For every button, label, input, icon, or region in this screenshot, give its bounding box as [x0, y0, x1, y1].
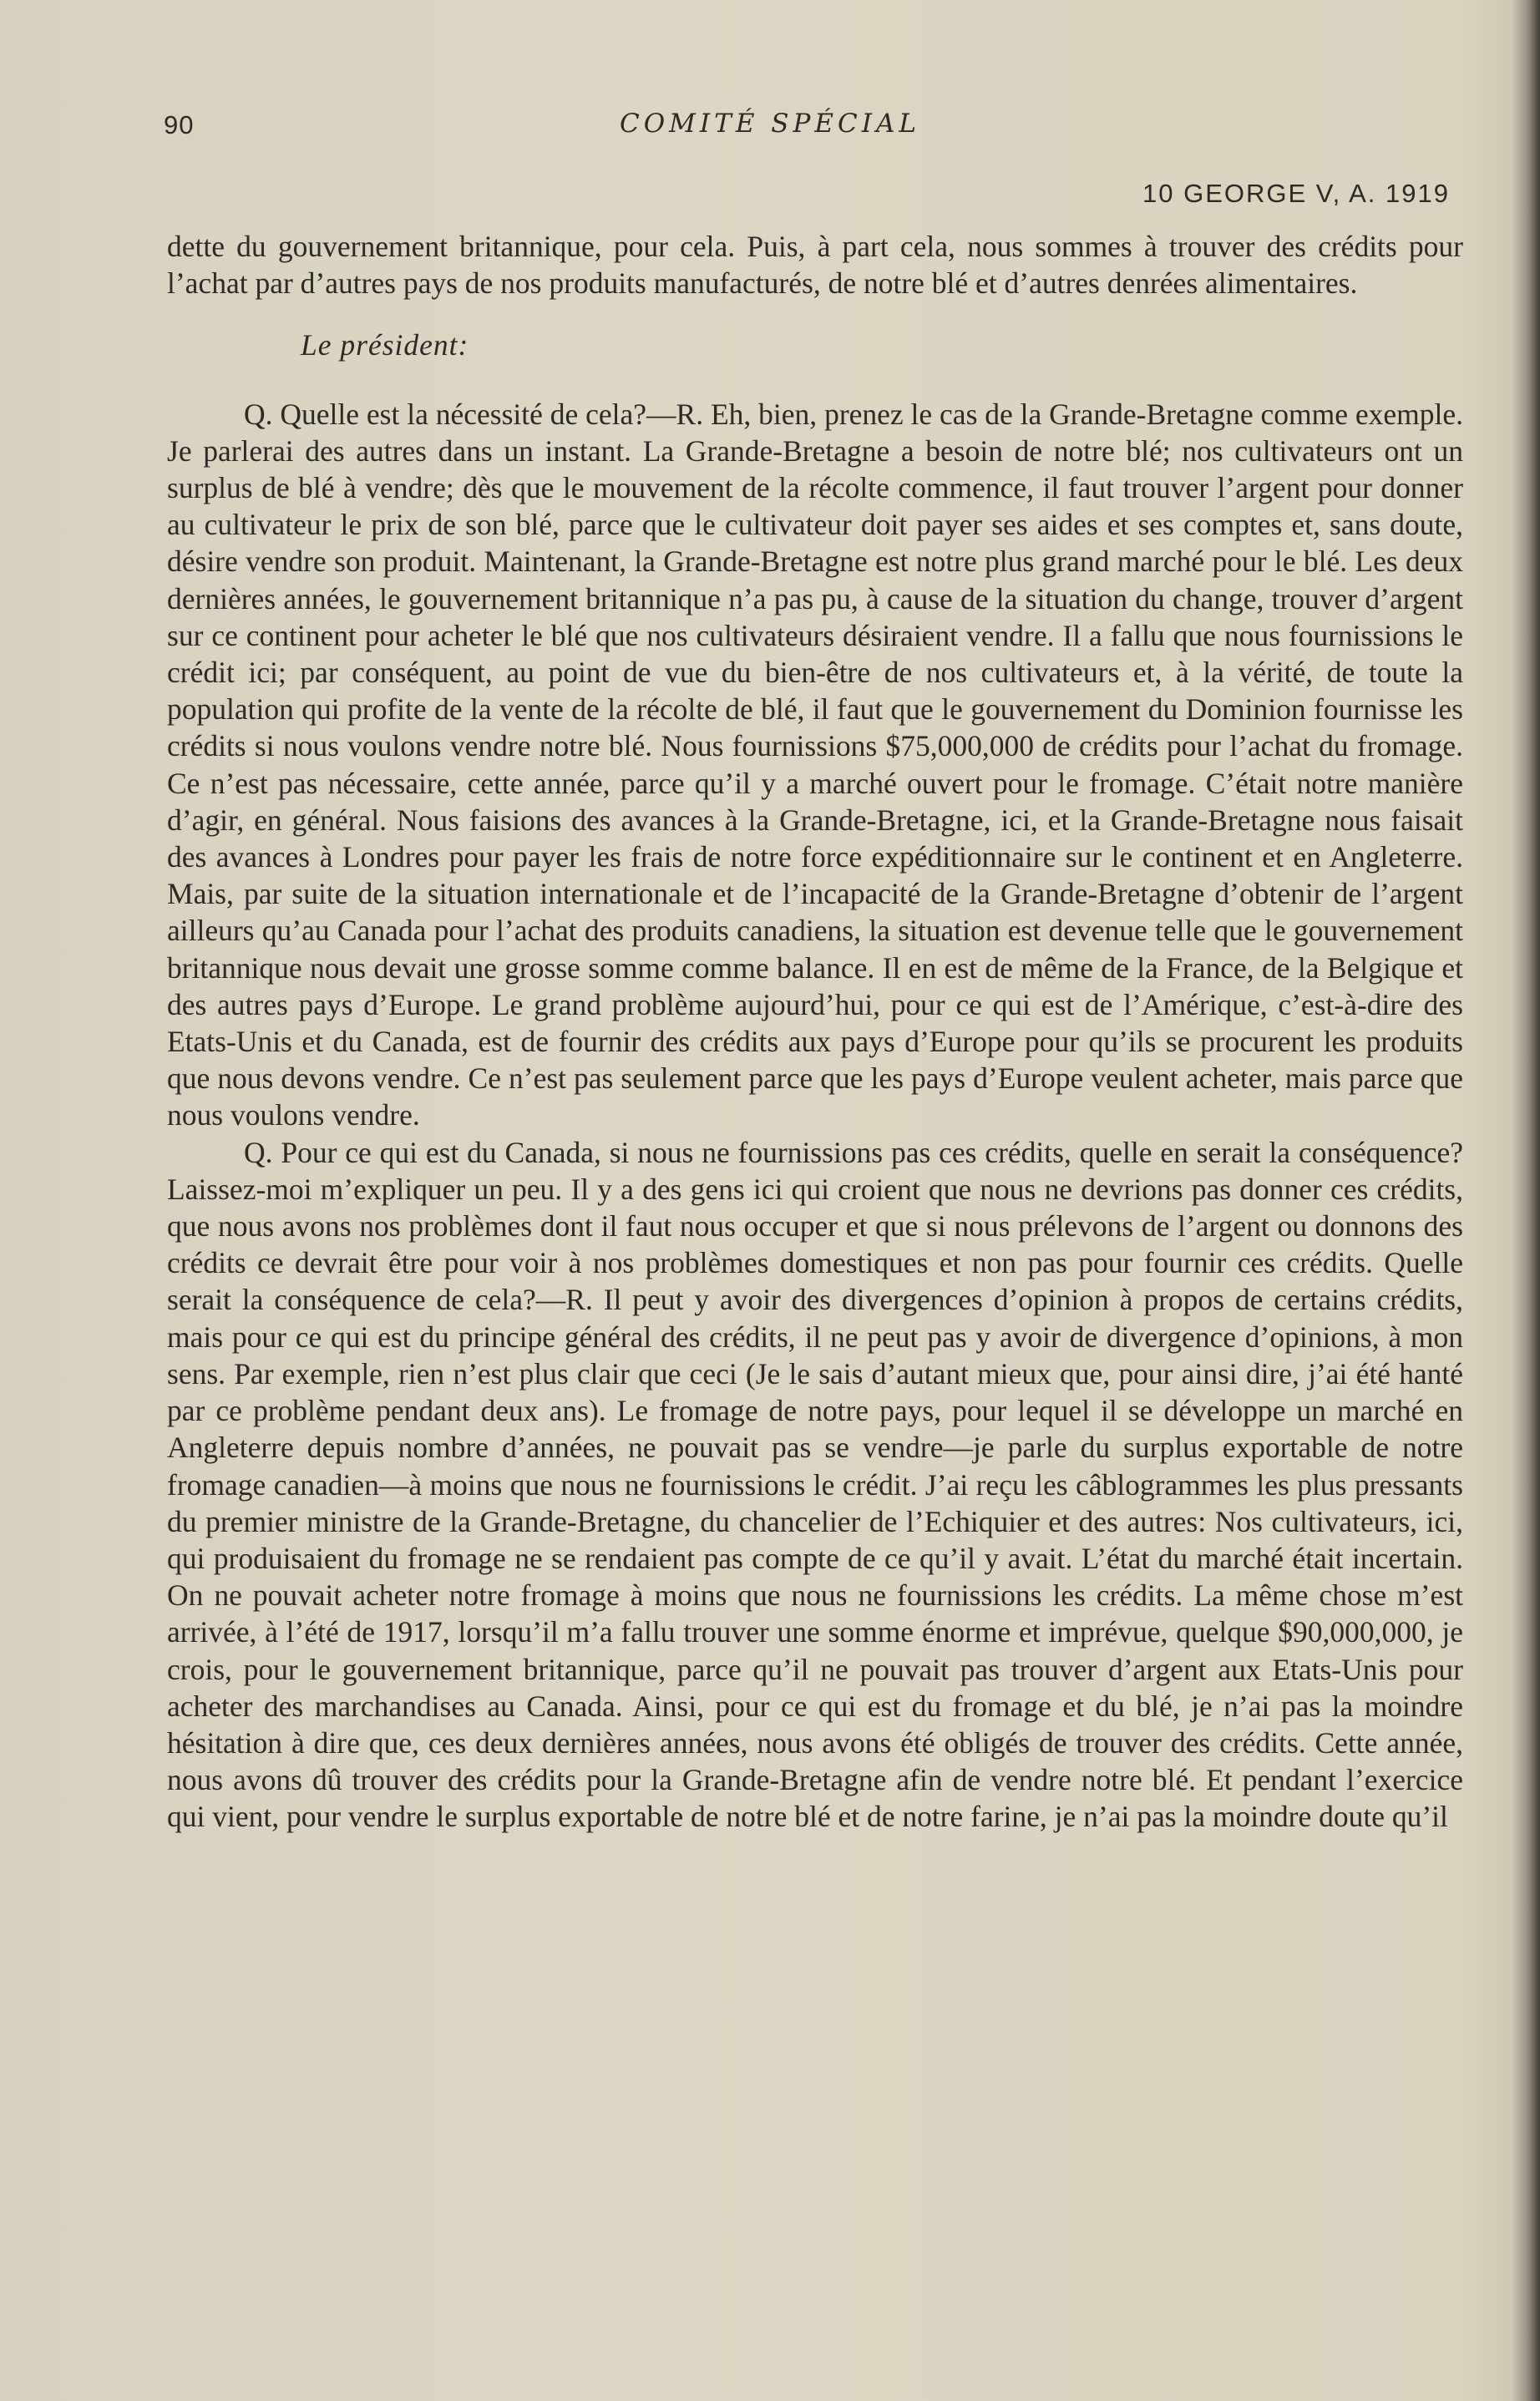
paragraph-1: Q. Quelle est la nécessité de cela?—R. Eh, bien, prenez le cas de la Grande-Bretagne comme exemple. Je parlerai des autres dans un instant. La Grande-Bretagne a besoin de notre blé; nos cultivateurs ont un surplus de blé à vendre; dès que le mouvement de la récolte commence, il faut trouver l’argent pour donner au cultivateur le prix de son blé, parce que le cultivateur doit payer ses aides et ses comptes et, sans doute, désire vendre son produit. Maintenant, la Grande-Bretagne est notre plus grand marché pour le blé. Les deux dernières années, le gouvernement britannique n’a pas pu, à cause de la situation du change, trouver d’argent sur ce continent pour acheter le blé que nos cultivateurs désiraient vendre. Il a fallu que nous fournissions le crédit ici; par conséquent, au point de vue du bien-être de nos cultivateurs et, à la vérité, de toute la population qui profite de la vente de la récolte de blé, il faut que le gouvernement du Dominion fournisse les crédits si nous voulons vendre notre blé. Nous fournissions $75,000,000 de crédits pour l’achat du fromage. Ce n’est pas nécessaire, cette année, parce qu’il y a marché ouvert pour le fromage. C’était notre manière d’agir, en général. Nous faisions des avances à la Grande-Bretagne, ici, et la Grande-Bretagne nous faisait des avances à Londres pour payer les frais de notre force expéditionnaire sur le continent et en Angleterre. Mais, par suite de la situation internationale et de l’incapacité de la Grande-Bretagne d’obtenir de l’argent ailleurs qu’au Canada pour l’achat des produits canadiens, la situation est devenue telle que le gouvernement britannique nous devait une grosse somme comme balance. Il en est de même de la France, de la Belgique et des autres pays d’Europe. Le grand problème aujourd’hui, pour ce qui est de l’Amérique, c’est-à-dire des Etats-Unis et du Canada, est de fournir des crédits aux pays d’Europe pour qu’ils se procurent les produits que nous devons vendre. Ce n’est pas seulement parce que les pays d’Europe veulent acheter, mais parce que nous voulons vendre.	[167, 397, 1463, 1132]
paragraph-2: Q. Pour ce qui est du Canada, si nous ne fournissions pas ces crédits, quelle en serait la conséquence? Laissez-moi m’expliquer un peu. Il y a des gens ici qui croient que nous ne devrions pas donner ces crédits, que nous avons nos problèmes dont il faut nous occuper et que si nous prélevons de l’argent ou donnons des crédits ce devrait être pour voir à nos problèmes domestiques et non pas pour fournir ces crédits. Quelle serait la conséquence de cela?—R. Il peut y avoir des divergences d’opinion à propos de certains crédits, mais pour ce qui est du principe général des crédits, il ne peut pas y avoir de divergence d’opinions, à mon sens. Par exemple, rien n’est plus clair que ceci (Je le sais d’autant mieux que, pour ainsi dire, j’ai été hanté par ce problème pendant deux ans). Le fromage de notre pays, pour lequel il se développe un marché en Angleterre depuis nombre d’années, ne pouvait pas se vendre—je parle du surplus exportable de notre fromage canadien—à moins que nous ne fournissions le crédit. J’ai reçu les câblogrammes les plus pressants du premier ministre de la Grande-Bretagne, du chancelier de l’Echiquier et des autres: Nos cultivateurs, ici, qui produisaient du fromage ne se rendaient pas compte de ce qu’il y avait. L’état du marché était incertain. On ne pouvait acheter notre fromage à moins que nous ne fournissions les crédits. La même chose m’est arrivée, à l’été de 1917, lorsqu’il m’a fallu trouver une somme énorme et imprévue, quelque $90,000,000, je crois, pour le gouvernement britannique, parce qu’il ne pouvait pas trouver d’argent aux Etats-Unis pour acheter des marchandises au Canada. Ainsi, pour ce qui est du fromage et du blé, je n’ai pas la moindre hésitation à dire que, ces deux dernières années, nous avons été obligés de trouver des crédits. Cette année, nous avons dû trouver des crédits pour la Grande-Bretagne afin de vendre notre blé. Et pendant l’exercice qui vient, pour vendre le surplus exportable de notre blé et de notre farine, je n’ai pas la moindre doute qu’il	[167, 1135, 1463, 1834]
speaker-label: Le président:	[301, 328, 469, 362]
body-text	[167, 228, 1463, 1836]
page-number: 90	[164, 110, 195, 139]
intro-paragraph: dette du gouvernement britannique, pour cela. Puis, à part cela, nous sommes à trouver des crédits pour l’achat par d’autres pays de nos produits manufacturés, de notre blé et d’autres denrées alimentaires.	[167, 230, 1463, 301]
session-reference: 10 GEORGE V, A. 1919	[1142, 179, 1450, 208]
page-edge-shadow	[1512, 0, 1540, 2401]
running-title: COMITÉ SPÉCIAL	[620, 109, 920, 139]
